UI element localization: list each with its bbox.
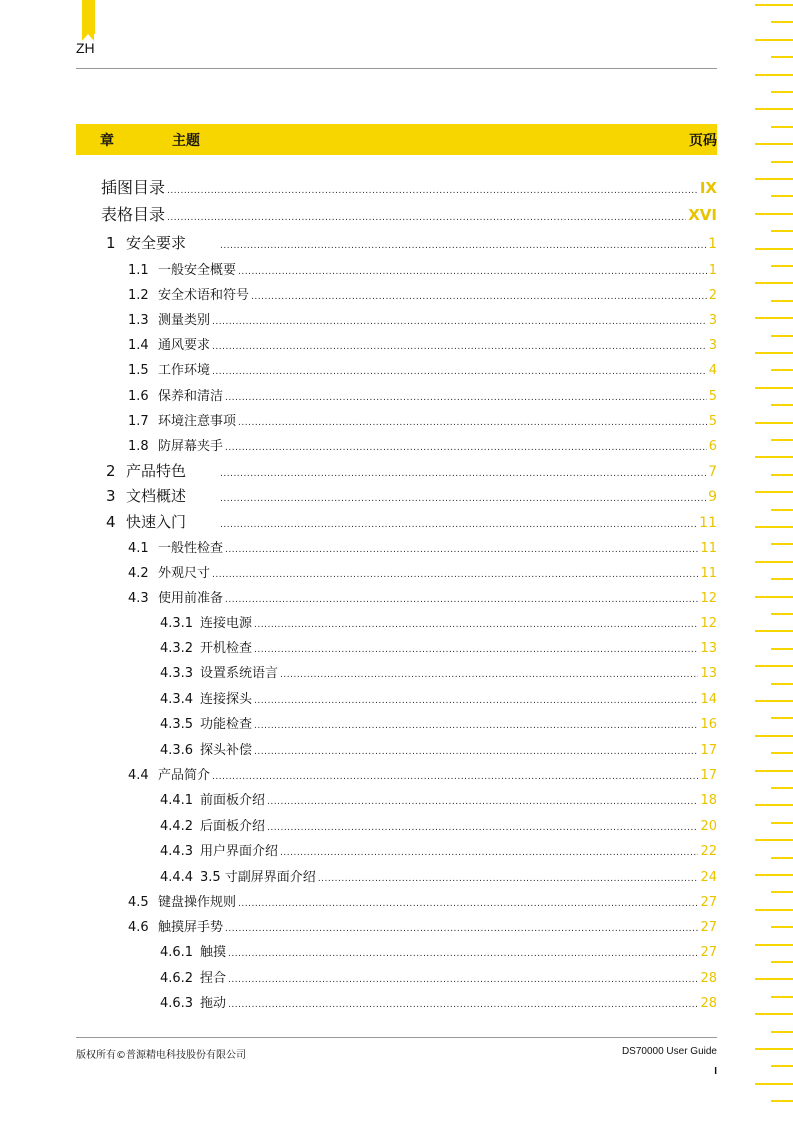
toc-entry-page: 14 bbox=[700, 692, 717, 707]
edge-stripe bbox=[771, 161, 793, 163]
document-title: DS70000 User Guide bbox=[621, 1046, 717, 1057]
edge-stripe bbox=[771, 56, 793, 58]
toc-entry[interactable] bbox=[160, 637, 717, 656]
edge-stripe bbox=[755, 213, 793, 215]
toc-entry-number: 4.4 bbox=[128, 768, 149, 783]
header-divider bbox=[76, 68, 717, 69]
toc-entry-number: 1.2 bbox=[128, 288, 149, 303]
toc-entry[interactable] bbox=[128, 410, 717, 429]
edge-stripe bbox=[771, 300, 793, 302]
toc-entry[interactable] bbox=[160, 992, 717, 1011]
toc-entry-number: 4.3.4 bbox=[160, 692, 194, 707]
dot-leader bbox=[238, 899, 698, 909]
dot-leader bbox=[254, 645, 698, 655]
edge-stripe bbox=[771, 787, 793, 789]
toc-entry-number: 4.6 bbox=[128, 920, 149, 935]
dot-leader bbox=[220, 469, 706, 479]
dot-leader bbox=[238, 418, 707, 428]
edge-stripe bbox=[755, 1083, 793, 1085]
edge-stripe bbox=[771, 752, 793, 754]
toc-entry[interactable] bbox=[106, 485, 717, 506]
toc-entry[interactable] bbox=[128, 259, 717, 278]
toc-entry-title: 产品特色 bbox=[126, 462, 187, 480]
toc-entry-title: 防屏幕夹手 bbox=[158, 439, 224, 454]
toc-entry-page: IX bbox=[699, 179, 717, 197]
toc-entry-number: 1.7 bbox=[128, 414, 149, 429]
toc-entry-title: 一般性检查 bbox=[158, 541, 224, 556]
toc-entry-title: 快速入门 bbox=[126, 513, 187, 531]
toc-entry-page: 7 bbox=[708, 464, 717, 480]
dot-leader bbox=[220, 494, 706, 504]
edge-stripe bbox=[755, 630, 793, 632]
toc-entry-page: XVI bbox=[688, 206, 717, 224]
edge-stripe bbox=[771, 265, 793, 267]
edge-stripe bbox=[755, 143, 793, 145]
dot-leader bbox=[267, 797, 698, 807]
edge-stripe bbox=[771, 543, 793, 545]
toc-entry-number: 4.5 bbox=[128, 895, 149, 910]
toc-entry-page: 28 bbox=[700, 971, 717, 986]
toc-entry-title: 触摸屏手势 bbox=[158, 920, 224, 935]
toc-entry-page: 2 bbox=[708, 288, 717, 303]
dot-leader bbox=[267, 823, 698, 833]
toc-entry[interactable] bbox=[160, 688, 717, 707]
edge-stripe bbox=[755, 978, 793, 980]
edge-stripe bbox=[771, 683, 793, 685]
toc-entry-title: 捏合 bbox=[200, 971, 227, 986]
toc-entry-number: 4.6.3 bbox=[160, 996, 194, 1011]
edge-stripe bbox=[771, 613, 793, 615]
edge-stripe bbox=[771, 230, 793, 232]
toc-entry-title: 外观尺寸 bbox=[158, 566, 211, 581]
toc-entry-number: 1.6 bbox=[128, 389, 149, 404]
toc-entry-page: 12 bbox=[700, 616, 717, 631]
toc-entry-title: 测量类别 bbox=[158, 313, 211, 328]
dot-leader bbox=[225, 393, 707, 403]
toc-entry[interactable] bbox=[160, 789, 717, 808]
toc-entry-title: 产品简介 bbox=[158, 768, 211, 783]
toc-entry[interactable] bbox=[106, 511, 717, 532]
toc-entry[interactable] bbox=[128, 764, 717, 783]
toc-entry[interactable] bbox=[128, 562, 717, 581]
edge-stripe bbox=[755, 874, 793, 876]
toc-entry[interactable] bbox=[128, 587, 717, 606]
toc-entry-number: 4.4.4 bbox=[160, 870, 194, 885]
dot-leader bbox=[228, 1000, 698, 1010]
toc-entry-title: 连接电源 bbox=[200, 616, 253, 631]
edge-stripe bbox=[755, 248, 793, 250]
toc-entry[interactable] bbox=[106, 232, 717, 253]
edge-stripe bbox=[771, 509, 793, 511]
toc-entry-page: 4 bbox=[708, 363, 717, 378]
toc-entry-title: 工作环境 bbox=[158, 363, 211, 378]
toc-entry-title: 3.5 寸副屏界面介绍 bbox=[200, 870, 316, 885]
toc-entry-page: 27 bbox=[700, 945, 717, 960]
edge-stripe bbox=[755, 526, 793, 528]
toc-entry-page: 20 bbox=[700, 819, 717, 834]
toc-entry-number: 4.2 bbox=[128, 566, 149, 581]
toc-entry-page: 13 bbox=[700, 641, 717, 656]
edge-stripe bbox=[771, 1065, 793, 1067]
dot-leader bbox=[254, 696, 698, 706]
edge-stripe bbox=[755, 317, 793, 319]
edge-stripe bbox=[755, 422, 793, 424]
toc-entry[interactable] bbox=[160, 967, 717, 986]
toc-entry-title: 安全要求 bbox=[126, 234, 187, 252]
dot-leader bbox=[318, 874, 699, 884]
dot-leader bbox=[212, 772, 698, 782]
edge-stripe bbox=[755, 456, 793, 458]
toc-entry-title: 设置系统语言 bbox=[200, 666, 279, 681]
toc-entry[interactable] bbox=[160, 815, 717, 834]
edge-stripe bbox=[771, 195, 793, 197]
edge-stripe bbox=[755, 282, 793, 284]
dot-leader bbox=[251, 292, 707, 302]
toc-entry[interactable] bbox=[128, 537, 717, 556]
toc-entry[interactable] bbox=[106, 460, 717, 481]
toc-entry-number: 4.3 bbox=[128, 591, 149, 606]
toc-entry[interactable] bbox=[101, 202, 717, 225]
edge-stripe bbox=[771, 404, 793, 406]
edge-stripe bbox=[771, 926, 793, 928]
edge-stripe bbox=[771, 335, 793, 337]
edge-stripe bbox=[755, 352, 793, 354]
dot-leader bbox=[254, 620, 698, 630]
dot-leader bbox=[280, 670, 698, 680]
toc-entry[interactable] bbox=[160, 866, 717, 885]
edge-stripe bbox=[771, 474, 793, 476]
toc-entry[interactable] bbox=[160, 612, 717, 631]
dot-leader bbox=[212, 317, 707, 327]
toc-entry-page: 1 bbox=[708, 236, 717, 252]
edge-stripe bbox=[771, 91, 793, 93]
edge-stripe bbox=[755, 735, 793, 737]
toc-entry-number: 4.3.3 bbox=[160, 666, 194, 681]
toc-entry-number: 4.4.1 bbox=[160, 793, 194, 808]
edge-stripe bbox=[771, 961, 793, 963]
toc-entry[interactable] bbox=[128, 435, 717, 454]
toc-entry-title: 安全术语和符号 bbox=[158, 288, 250, 303]
dot-leader bbox=[225, 443, 707, 453]
dot-leader bbox=[212, 367, 707, 377]
toc-entry-page: 27 bbox=[700, 920, 717, 935]
dot-leader bbox=[228, 949, 698, 959]
toc-entry-number: 4.6.2 bbox=[160, 971, 194, 986]
toc-entry-number: 4.4.3 bbox=[160, 844, 194, 859]
edge-stripe bbox=[771, 857, 793, 859]
toc-entry-page: 28 bbox=[700, 996, 717, 1011]
edge-stripe bbox=[771, 578, 793, 580]
edge-stripe bbox=[771, 822, 793, 824]
toc-entry-number: 1.1 bbox=[128, 263, 149, 278]
edge-stripe bbox=[755, 770, 793, 772]
toc-entry-title: 后面板介绍 bbox=[200, 819, 266, 834]
edge-stripe bbox=[755, 1048, 793, 1050]
edge-stripe bbox=[755, 909, 793, 911]
toc-entry-page: 1 bbox=[708, 263, 717, 278]
toc-entry-page: 5 bbox=[708, 414, 717, 429]
col-chapter: 章 bbox=[100, 133, 114, 149]
dot-leader bbox=[220, 241, 706, 251]
toc-entry-number: 1.5 bbox=[128, 363, 149, 378]
toc-entry-number: 4.1 bbox=[128, 541, 149, 556]
edge-stripes-decoration bbox=[749, 0, 793, 1122]
toc-entry-number: 4.3.1 bbox=[160, 616, 194, 631]
edge-stripe bbox=[771, 1100, 793, 1102]
edge-stripe bbox=[755, 39, 793, 41]
dot-leader bbox=[212, 342, 707, 352]
toc-entry-title: 触摸 bbox=[200, 945, 227, 960]
toc-entry-title: 探头补偿 bbox=[200, 743, 253, 758]
toc-entry-number: 4.3.5 bbox=[160, 717, 194, 732]
toc-entry[interactable] bbox=[101, 175, 717, 198]
toc-entry-number: 1.3 bbox=[128, 313, 149, 328]
toc-entry-number: 4.6.1 bbox=[160, 945, 194, 960]
toc-entry-number: 3 bbox=[106, 487, 116, 505]
toc-entry-page: 3 bbox=[708, 338, 717, 353]
toc-entry-title: 表格目录 bbox=[101, 205, 166, 224]
toc-entry-number: 4.3.2 bbox=[160, 641, 194, 656]
edge-stripe bbox=[755, 839, 793, 841]
dot-leader bbox=[238, 267, 707, 277]
toc-entry-title: 功能检查 bbox=[200, 717, 253, 732]
copyright-text: 版权所有©普源精电科技股份有限公司 bbox=[76, 1050, 246, 1061]
toc-entry-title: 键盘操作规则 bbox=[158, 895, 237, 910]
edge-stripe bbox=[755, 387, 793, 389]
toc-entry-page: 18 bbox=[700, 793, 717, 808]
toc-entry-title: 通风要求 bbox=[158, 338, 211, 353]
edge-stripe bbox=[771, 369, 793, 371]
toc-entry-title: 连接探头 bbox=[200, 692, 253, 707]
col-page: 页码 bbox=[689, 133, 717, 149]
dot-leader bbox=[167, 213, 686, 223]
toc-entry[interactable] bbox=[160, 662, 717, 681]
edge-stripe bbox=[755, 944, 793, 946]
dot-leader bbox=[254, 721, 698, 731]
edge-stripe bbox=[755, 178, 793, 180]
edge-stripe bbox=[755, 108, 793, 110]
edge-stripe bbox=[755, 665, 793, 667]
edge-stripe bbox=[771, 717, 793, 719]
toc-entry-title: 拖动 bbox=[200, 996, 227, 1011]
dot-leader bbox=[254, 747, 698, 757]
toc-entry[interactable] bbox=[128, 359, 717, 378]
toc-entry-page: 27 bbox=[700, 895, 717, 910]
toc-entry-page: 17 bbox=[700, 743, 717, 758]
toc-entry[interactable] bbox=[128, 284, 717, 303]
col-topic: 主题 bbox=[172, 133, 200, 149]
language-label: ZH bbox=[76, 40, 95, 56]
dot-leader bbox=[167, 186, 698, 196]
edge-stripe bbox=[755, 74, 793, 76]
toc-entry-title: 用户界面介绍 bbox=[200, 844, 279, 859]
toc-entry[interactable] bbox=[128, 385, 717, 404]
toc-entry[interactable] bbox=[128, 334, 717, 353]
toc-entry-page: 12 bbox=[700, 591, 717, 606]
toc-entry-page: 11 bbox=[700, 566, 717, 581]
toc-entry[interactable] bbox=[128, 916, 717, 935]
toc-entry-number: 1.4 bbox=[128, 338, 149, 353]
toc-entry-title: 一般安全概要 bbox=[158, 263, 237, 278]
toc-entry[interactable] bbox=[128, 309, 717, 328]
toc-entry-page: 16 bbox=[700, 717, 717, 732]
toc-entry[interactable] bbox=[160, 713, 717, 732]
dot-leader bbox=[225, 595, 698, 605]
edge-stripe bbox=[755, 804, 793, 806]
toc-entry[interactable] bbox=[128, 891, 717, 910]
edge-stripe bbox=[771, 996, 793, 998]
toc-entry-page: 11 bbox=[699, 515, 717, 531]
page-number: I bbox=[714, 1066, 717, 1077]
edge-stripe bbox=[771, 648, 793, 650]
toc-entry-title: 使用前准备 bbox=[158, 591, 224, 606]
dot-leader bbox=[220, 520, 697, 530]
edge-stripe bbox=[755, 491, 793, 493]
toc-entry-title: 环境注意事项 bbox=[158, 414, 237, 429]
toc-entry-number: 4.3.6 bbox=[160, 743, 194, 758]
dot-leader bbox=[225, 545, 698, 555]
toc-entry-page: 13 bbox=[700, 666, 717, 681]
toc-entry-page: 22 bbox=[700, 844, 717, 859]
footer-divider bbox=[76, 1037, 717, 1038]
edge-stripe bbox=[755, 4, 793, 6]
edge-stripe bbox=[771, 126, 793, 128]
toc-entry-title: 文档概述 bbox=[126, 487, 187, 505]
dot-leader bbox=[212, 570, 698, 580]
toc-entry-page: 6 bbox=[708, 439, 717, 454]
edge-stripe bbox=[771, 891, 793, 893]
toc-entry-title: 保养和清洁 bbox=[158, 389, 224, 404]
toc-header-band bbox=[76, 124, 717, 155]
toc-entry-number: 1.8 bbox=[128, 439, 149, 454]
toc-entry-page: 9 bbox=[708, 489, 717, 505]
toc-entry-page: 24 bbox=[700, 870, 717, 885]
toc-entry-page: 3 bbox=[708, 313, 717, 328]
toc-entry-title: 前面板介绍 bbox=[200, 793, 266, 808]
edge-stripe bbox=[771, 21, 793, 23]
edge-stripe bbox=[755, 1013, 793, 1015]
toc-entry[interactable] bbox=[160, 840, 717, 859]
toc-entry-title: 插图目录 bbox=[101, 178, 166, 197]
edge-stripe bbox=[755, 561, 793, 563]
toc-entry[interactable] bbox=[160, 739, 717, 758]
dot-leader bbox=[225, 924, 698, 934]
toc-entry-page: 17 bbox=[700, 768, 717, 783]
toc-entry-number: 4 bbox=[106, 513, 116, 531]
dot-leader bbox=[228, 975, 698, 985]
edge-stripe bbox=[755, 700, 793, 702]
toc-entry-number: 1 bbox=[106, 234, 116, 252]
toc-entry-number: 2 bbox=[106, 462, 116, 480]
toc-entry-page: 11 bbox=[700, 541, 717, 556]
toc-entry-page: 5 bbox=[708, 389, 717, 404]
toc-entry-title: 开机检查 bbox=[200, 641, 253, 656]
toc-entry-number: 4.4.2 bbox=[160, 819, 194, 834]
chapter-tab-marker bbox=[82, 0, 95, 34]
toc-entry[interactable] bbox=[160, 941, 717, 960]
edge-stripe bbox=[771, 1031, 793, 1033]
edge-stripe bbox=[771, 439, 793, 441]
dot-leader bbox=[280, 848, 698, 858]
edge-stripe bbox=[755, 596, 793, 598]
